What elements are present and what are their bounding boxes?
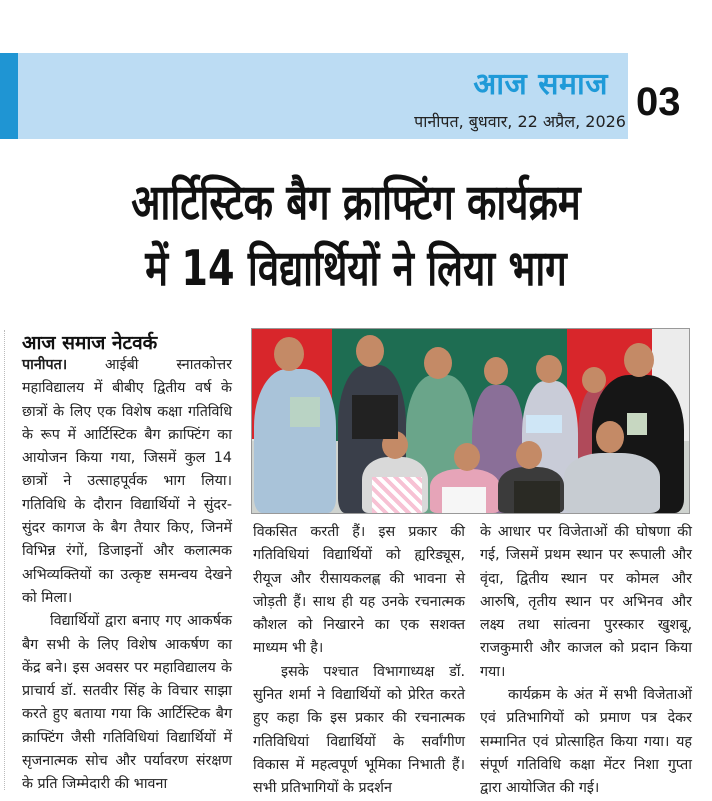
paragraph: आईबी स्नातकोत्तर महाविद्यालय में बीबीए द्वितीय वर्ष के छात्रों के लिए एक विशेष कक्षा गतिविधि के रूप में आर्टिस्टिक बैग क्राफ्टिंग का आयोजन किया गया, जिसमें कुल 14 छात्रों ने उत्साहपूर्वक भाग लिया। गतिविधि के दौरान विद्यार्थियों ने सुंदर-सुंदर कागज के बैग तैयार किए, जिनमें विभिन्न रंगों, डिजाइनों और कलात्मक अभिव्यक्तियों का उत्कृष्ट समन्वय देखने को मिला। <box>22 357 232 606</box>
photo-bag-green <box>290 397 320 427</box>
photo-head <box>356 335 384 367</box>
paragraph: इसके पश्चात विभागाध्यक्ष डॉ. सुनित शर्मा ने विद्यार्थियों को प्रेरित करते हुए कहा कि इस प्रकार की रचनात्मक गतिविधियां विद्यार्थियों के सर्वांगीण विकास में महत्वपूर्ण भूमिका निभाती हैं। सभी प्रतिभागियों के प्रदर्शन <box>253 663 465 797</box>
photo-head <box>624 343 654 377</box>
photo-bag-black <box>352 395 398 439</box>
headline <box>78 170 633 302</box>
photo-head <box>484 357 508 385</box>
photo-person <box>564 453 660 513</box>
photo-head <box>516 441 542 469</box>
photo-head <box>536 355 562 383</box>
article-column-3 <box>480 521 692 801</box>
headline-line-1: आर्टिस्टिक बैग क्राफ्टिंग कार्यक्रम <box>131 174 581 231</box>
dateline: पानीपत, बुधवार, 22 अप्रैल, 2026 <box>414 112 626 131</box>
paragraph: विद्यार्थियों द्वारा बनाए गए आकर्षक बैग सभी के लिए विशेष आकर्षण का केंद्र बने। इस अवसर पर महाविद्यालय के प्राचार्य डॉ. सतवीर सिंह के विचार साझा करते हुए बताया गया कि आर्टिस्टिक बैग क्राफ्टिंग जैसी गतिविधियां विद्यार्थियों में सृजनात्मक सोच और पर्यावरण संरक्षण के प्रति जिम्मेदारी की भावना <box>22 613 232 793</box>
photo-person <box>254 369 336 513</box>
article-photo <box>251 328 690 514</box>
paragraph: के आधार पर विजेताओं की घोषणा की गई, जिसमें प्रथम स्थान पर रूपाली और वृंदा, द्वितीय स्थान पर कोमल और आरुषि, तृतीय स्थान पर अभिनव और लक्ष्य तथा सांत्वना पुरस्कार खुशबू, राजकुमारी और काजल को प्रदान किया गया। <box>480 524 692 680</box>
photo-head <box>596 421 624 453</box>
paragraph: कार्यक्रम के अंत में सभी विजेताओं एवं प्रतिभागियों को प्रमाण पत्र देकर सम्मानित एवं प्रोत्साहित किया गया। यह संपूर्ण गतिविधि कक्षा मेंटर निशा गुप्ता द्वारा आयोजित की गई। <box>480 687 692 797</box>
photo-head <box>274 337 304 371</box>
masthead-accent-strip <box>0 53 18 139</box>
page-number: 03 <box>636 80 681 124</box>
newspaper-name: आज समाज <box>473 67 608 102</box>
photo-bag-panda <box>442 487 486 513</box>
photo-head <box>454 443 480 471</box>
photo-head <box>424 347 452 379</box>
photo-bag-blue <box>526 415 562 433</box>
photo-bag-dark-bow <box>514 481 560 513</box>
headline-line-2: में 14 विद्यार्थियों ने लिया भाग <box>145 240 567 297</box>
article-column-2 <box>253 521 465 801</box>
byline: आज समाज नेटवर्क <box>22 332 158 354</box>
photo-bag-sage <box>627 413 647 435</box>
photo-head <box>582 367 606 393</box>
story-dateline: पानीपत। <box>22 357 68 373</box>
photo-bag-pink-checked <box>372 477 422 513</box>
column-rule <box>4 330 5 790</box>
paragraph: विकसित करती हैं। इस प्रकार की गतिविधियां विद्यार्थियों को ह्यरिड्यूस, रीयूज और रीसायकलह्ण की भावना से जोड़ती हैं। साथ ही यह उनके रचनात्मक कौशल को निखारने का एक सशक्त माध्यम भी है। <box>253 524 465 657</box>
article-column-1 <box>22 354 232 797</box>
